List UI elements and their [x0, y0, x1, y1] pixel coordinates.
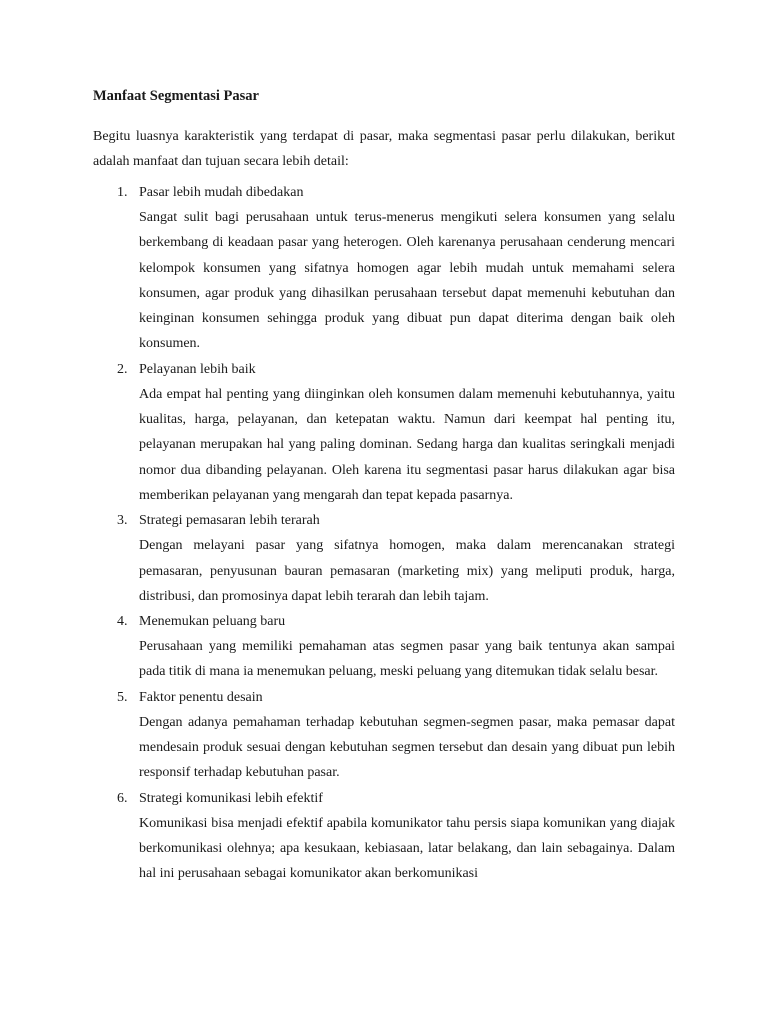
- intro-paragraph: Begitu luasnya karakteristik yang terdapat di pasar, maka segmentasi pasar perlu dilakukan, berikut adalah manfaat dan tujuan secara lebih detail:: [93, 129, 675, 169]
- list-item: [93, 609, 675, 685]
- list-item-heading: Strategi pemasaran lebih terarah: [139, 513, 320, 529]
- list-item-body: Dengan melayani pasar yang sifatnya homogen, maka dalam merencanakan strategi pemasaran, penyusunan bauran pemasaran (marketing mix) yang meliputi produk, harga, distribusi, dan promosinya dapat lebih terarah dan lebih tajam.: [139, 538, 675, 604]
- list-item-number: 1.: [117, 185, 128, 200]
- list-item: [93, 685, 675, 786]
- list-item-body: Komunikasi bisa menjadi efektif apabila komunikator tahu persis siapa komunikan yang diajak berkomunikasi olehnya; apa kesukaan, kebiasaan, latar belakang, dan lain sebagainya. Dalam hal ini perusahaan sebagai komunikator akan berkomunikasi: [139, 815, 675, 882]
- list-item: [93, 357, 675, 508]
- list-item-heading: Faktor penentu desain: [139, 689, 263, 705]
- list-item-heading: Strategi komunikasi lebih efektif: [139, 790, 323, 806]
- list-item-number: 2.: [117, 361, 128, 377]
- list-item-number: 5.: [117, 689, 128, 705]
- list-item: [93, 508, 675, 609]
- list-item-number: 6.: [117, 790, 128, 806]
- list-item-body: Dengan adanya pemahaman terhadap kebutuhan segmen-segmen pasar, maka pemasar dapat mendesain produk sesuai dengan kebutuhan segmen tersebut dan desain yang dibuat pun lebih responsif terhadap kebutuhan pasar.: [139, 714, 675, 781]
- list-item: [93, 180, 675, 357]
- list-item-body: Ada empat hal penting yang diinginkan oleh konsumen dalam memenuhi kebutuhannya, yaitu kualitas, harga, pelayanan, dan ketepatan waktu. Namun dari keempat hal penting itu, pelayanan merupakan hal yang paling dominan. Sedang harga dan kualitas seringkali menjadi nomor dua dibanding pelayanan. Oleh karena itu segmentasi pasar harus dilakukan agar bisa memberikan pelayanan yang mengarah dan tepat kepada pasarnya.: [139, 386, 675, 503]
- list-item-body: Perusahaan yang memiliki pemahaman atas segmen pasar yang baik tentunya akan sampai pada titik di mana ia menemukan peluang, meski peluang yang ditemukan tidak selalu besar.: [139, 639, 675, 680]
- list-item-number: 4.: [117, 614, 128, 630]
- list-item-heading: Pelayanan lebih baik: [139, 361, 256, 377]
- list-item-number: 3.: [117, 513, 128, 529]
- list-item-heading: Pasar lebih mudah dibedakan: [139, 185, 304, 200]
- list-item-heading: Menemukan peluang baru: [139, 614, 286, 630]
- document-title: Manfaat Segmentasi Pasar: [93, 88, 259, 104]
- list-item-body: Sangat sulit bagi perusahaan untuk terus-menerus mengikuti selera konsumen yang selalu berkembang di keadaan pasar yang heterogen. Oleh karenanya perusahaan cenderung mencari kelompok konsumen yang sifatnya homogen agar lebih mudah untuk memahami selera konsumen, agar produk yang dihasilkan perusahaan tersebut dapat memenuhi kebutuhan dan keinginan konsumen sehingga produk yang dibuat pun dapat diterima dengan baik oleh konsumen.: [139, 210, 675, 352]
- document-page: [93, 86, 675, 887]
- list-item: [93, 786, 675, 887]
- benefits-list: [93, 180, 675, 887]
